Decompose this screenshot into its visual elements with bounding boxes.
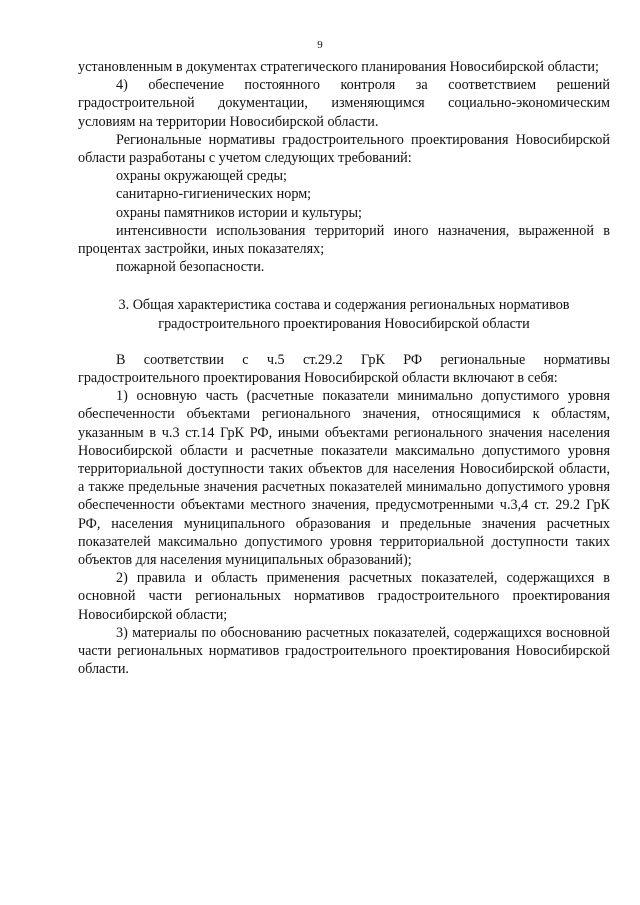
paragraph: 3) материалы по обоснованию расчетных показателей, содержащихся восновной части региональных нормативов градостроительного проектирования Новосибирской области.: [78, 624, 610, 678]
paragraph: 1) основную часть (расчетные показатели минимально допустимого уровня обеспеченности объектами регионального значения, относящимися к областям, указанным в ч.3 ст.14 ГрК РФ, иными объектами регионального значения населения Новосибирской области и расчетные показатели максимально допустимого уровня территориальной доступности таких объектов для населения Новосибирской области, а также предельные значения расчетных показателей минимально допустимого уровня обеспеченности объектами местного значения, предусмотренными ч.3,4 ст. 29.2 ГрК РФ, населения муниципального образования и предельные значения расчетных показателей максимально допустимого уровня территориальной доступности таких объектов для населения муниципальных образований);: [78, 388, 610, 569]
list-item: охраны окружающей среды;: [116, 168, 287, 185]
top-paragraphs: [78, 58, 610, 276]
spacer: [78, 333, 610, 351]
list-item: санитарно-гигиенических норм;: [116, 186, 312, 203]
bottom-paragraphs: [78, 351, 610, 679]
paragraph: 2) правила и область применения расчетных показателей, содержащихся в основной части региональных нормативов градостроительного проектирования Новосибирской области;: [78, 570, 610, 623]
section-heading-line: 3. Общая характеристика состава и содержания региональных нормативов: [118, 297, 570, 314]
list-item: охраны памятников истории и культуры;: [116, 204, 362, 221]
page-number: 9: [317, 39, 323, 51]
paragraph: Региональные нормативы градостроительного проектирования Новосибирской области разработаны с учетом следующих требований:: [78, 131, 610, 167]
list-item: интенсивности использования территорий иного назначения, выраженной в процентах застройки, иных показателях;: [78, 222, 610, 258]
paragraph: 4) обеспечение постоянного контроля за соответствием решений градостроительной документации, изменяющимся социально-экономическим условиям на территории Новосибирской области.: [78, 77, 610, 130]
paragraph: В соответствии с ч.5 ст.29.2 ГрК РФ региональные нормативы градостроительного проектирования Новосибирской области включают в себя:: [78, 351, 610, 387]
section-heading-line: градостроительного проектирования Новосибирской области: [158, 315, 530, 332]
paragraph: установленным в документах стратегического планирования Новосибирской области;: [78, 59, 599, 75]
list-item: пожарной безопасности.: [116, 259, 265, 276]
document-body: [78, 58, 610, 679]
section-heading: [78, 296, 610, 332]
